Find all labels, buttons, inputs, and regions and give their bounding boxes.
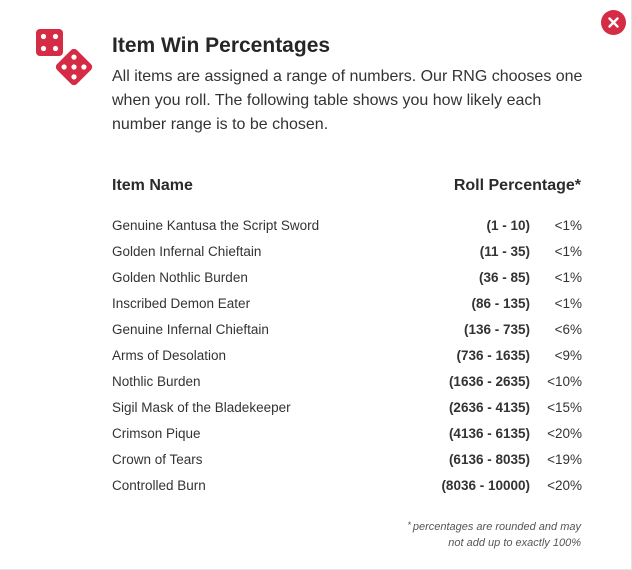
table-row bbox=[112, 423, 582, 449]
column-header-item-name: Item Name bbox=[112, 177, 193, 194]
roll-percentage: <19% bbox=[547, 452, 582, 467]
close-button[interactable] bbox=[601, 10, 626, 35]
table-row bbox=[112, 449, 582, 475]
close-icon bbox=[601, 10, 626, 35]
table-row bbox=[112, 319, 582, 345]
roll-percentage: <20% bbox=[547, 426, 582, 441]
roll-range: (4136 - 6135) bbox=[448, 426, 530, 441]
item-name: Golden Infernal Chieftain bbox=[112, 244, 262, 259]
roll-percentage: <6% bbox=[554, 322, 582, 337]
table-row bbox=[112, 371, 582, 397]
footnote-line-1: percentages are rounded and may bbox=[412, 521, 581, 533]
item-name: Crown of Tears bbox=[112, 452, 203, 467]
footnote-line-2: not add up to exactly 100% bbox=[448, 537, 581, 549]
item-table bbox=[112, 215, 582, 501]
roll-range: (2636 - 4135) bbox=[448, 400, 530, 415]
footnote bbox=[361, 519, 581, 551]
roll-range: (1 - 10) bbox=[486, 218, 530, 233]
item-name: Inscribed Demon Eater bbox=[112, 296, 251, 311]
roll-percentage: <1% bbox=[554, 244, 582, 259]
roll-range: (11 - 35) bbox=[479, 244, 530, 259]
item-name: Crimson Pique bbox=[112, 426, 201, 441]
table-row bbox=[112, 293, 582, 319]
roll-percentage: <9% bbox=[554, 348, 582, 363]
roll-range: (1636 - 2635) bbox=[448, 374, 530, 389]
roll-percentage: <1% bbox=[554, 296, 582, 311]
roll-range: (36 - 85) bbox=[478, 270, 530, 285]
item-name: Controlled Burn bbox=[112, 478, 206, 493]
roll-percentage: <1% bbox=[554, 270, 582, 285]
modal-title: Item Win Percentages bbox=[112, 34, 331, 57]
roll-percentage: <15% bbox=[547, 400, 582, 415]
roll-range: (86 - 135) bbox=[471, 296, 530, 311]
footnote-marker: * bbox=[407, 520, 411, 530]
item-name: Sigil Mask of the Bladekeeper bbox=[112, 400, 291, 415]
column-header-roll-percentage: Roll Percentage* bbox=[453, 177, 581, 194]
roll-range: (6136 - 8035) bbox=[448, 452, 530, 467]
item-name: Arms of Desolation bbox=[112, 348, 227, 363]
roll-range: (736 - 1635) bbox=[456, 348, 530, 363]
item-name: Golden Nothlic Burden bbox=[112, 270, 248, 285]
roll-percentage: <1% bbox=[554, 218, 582, 233]
table-row bbox=[112, 397, 582, 423]
roll-range: (136 - 735) bbox=[463, 322, 530, 337]
table-row bbox=[112, 345, 582, 371]
table-row bbox=[112, 475, 582, 501]
table-row bbox=[112, 215, 582, 241]
item-name: Genuine Infernal Chieftain bbox=[112, 322, 269, 337]
table-row bbox=[112, 267, 582, 293]
item-name: Genuine Kantusa the Script Sword bbox=[112, 218, 320, 233]
roll-percentage: <10% bbox=[547, 374, 582, 389]
modal-description: All items are assigned a range of numbers. Our RNG chooses one when you roll. The following table shows you how likely each number range is to be chosen. bbox=[112, 68, 583, 133]
table-row bbox=[112, 241, 582, 267]
dice-icon bbox=[34, 27, 94, 87]
item-name: Nothlic Burden bbox=[112, 374, 201, 389]
roll-range: (8036 - 10000) bbox=[441, 478, 530, 493]
roll-percentage: <20% bbox=[547, 478, 582, 493]
